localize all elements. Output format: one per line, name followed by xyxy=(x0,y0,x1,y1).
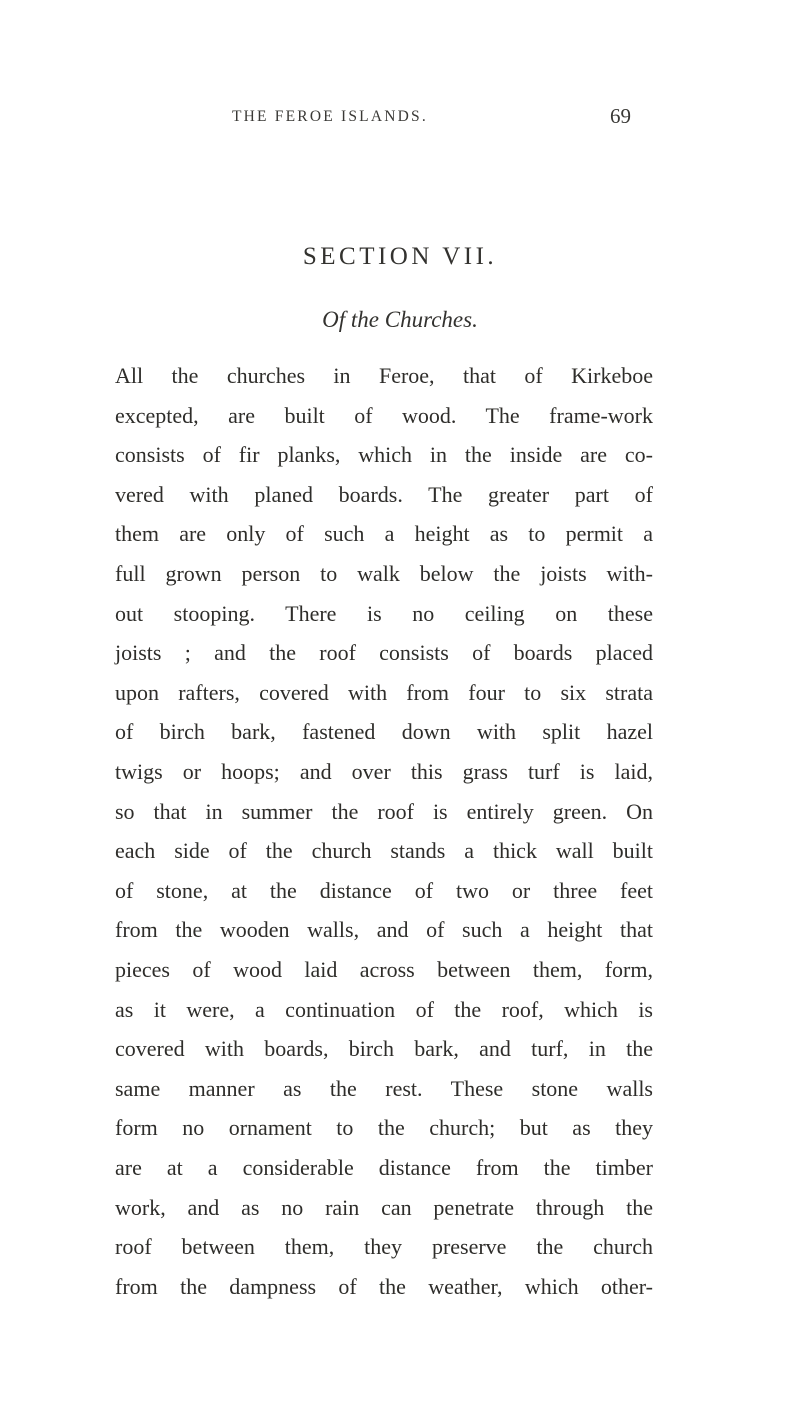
section-heading: SECTION VII. xyxy=(302,243,498,270)
text-line: of birch bark, fastened down with split hazel xyxy=(115,719,653,745)
text-line: covered with boards, birch bark, and turf, in the xyxy=(115,1036,653,1062)
text-line: so that in summer the roof is entirely green. On xyxy=(115,798,653,824)
text-line: from the dampness of the weather, which other- xyxy=(115,1273,653,1299)
text-line: are at a considerable distance from the timber xyxy=(115,1155,653,1180)
text-line: out stooping. There is no ceiling on these xyxy=(115,600,653,626)
text-line: excepted, are built of wood. The frame-work xyxy=(115,402,653,428)
text-line: work, and as no rain can penetrate through the xyxy=(115,1194,653,1220)
text-line: roof between them, they preserve the church xyxy=(115,1234,653,1260)
running-head xyxy=(0,104,800,138)
text-line: from the wooden walls, and of such a height that xyxy=(115,917,653,943)
page-number: 69 xyxy=(610,104,631,128)
text-line: upon rafters, covered with from four to six strata xyxy=(115,679,653,705)
text-line: form no ornament to the church; but as they xyxy=(115,1115,653,1141)
text-line: twigs or hoops; and over this grass turf is laid, xyxy=(115,759,653,784)
text-line: them are only of such a height as to permit a xyxy=(115,521,653,547)
text-line: vered with planed boards. The greater part of xyxy=(115,481,653,507)
text-line: each side of the church stands a thick wall built xyxy=(115,838,653,864)
text-line: as it were, a continuation of the roof, which is xyxy=(115,996,653,1022)
text-line: full grown person to walk below the joists with- xyxy=(115,561,653,586)
text-line: of stone, at the distance of two or three feet xyxy=(115,877,653,903)
text-line: joists ; and the roof consists of boards placed xyxy=(115,640,653,666)
text-line: consists of fir planks, which in the inside are co- xyxy=(115,442,653,468)
text-line: same manner as the rest. These stone walls xyxy=(115,1075,653,1101)
running-title: THE FEROE ISLANDS. xyxy=(232,108,428,125)
section-subtitle: Of the Churches. xyxy=(322,307,478,332)
text-line: All the churches in Feroe, that of Kirkeboe xyxy=(115,363,653,388)
text-line: pieces of wood laid across between them, form, xyxy=(115,957,653,982)
